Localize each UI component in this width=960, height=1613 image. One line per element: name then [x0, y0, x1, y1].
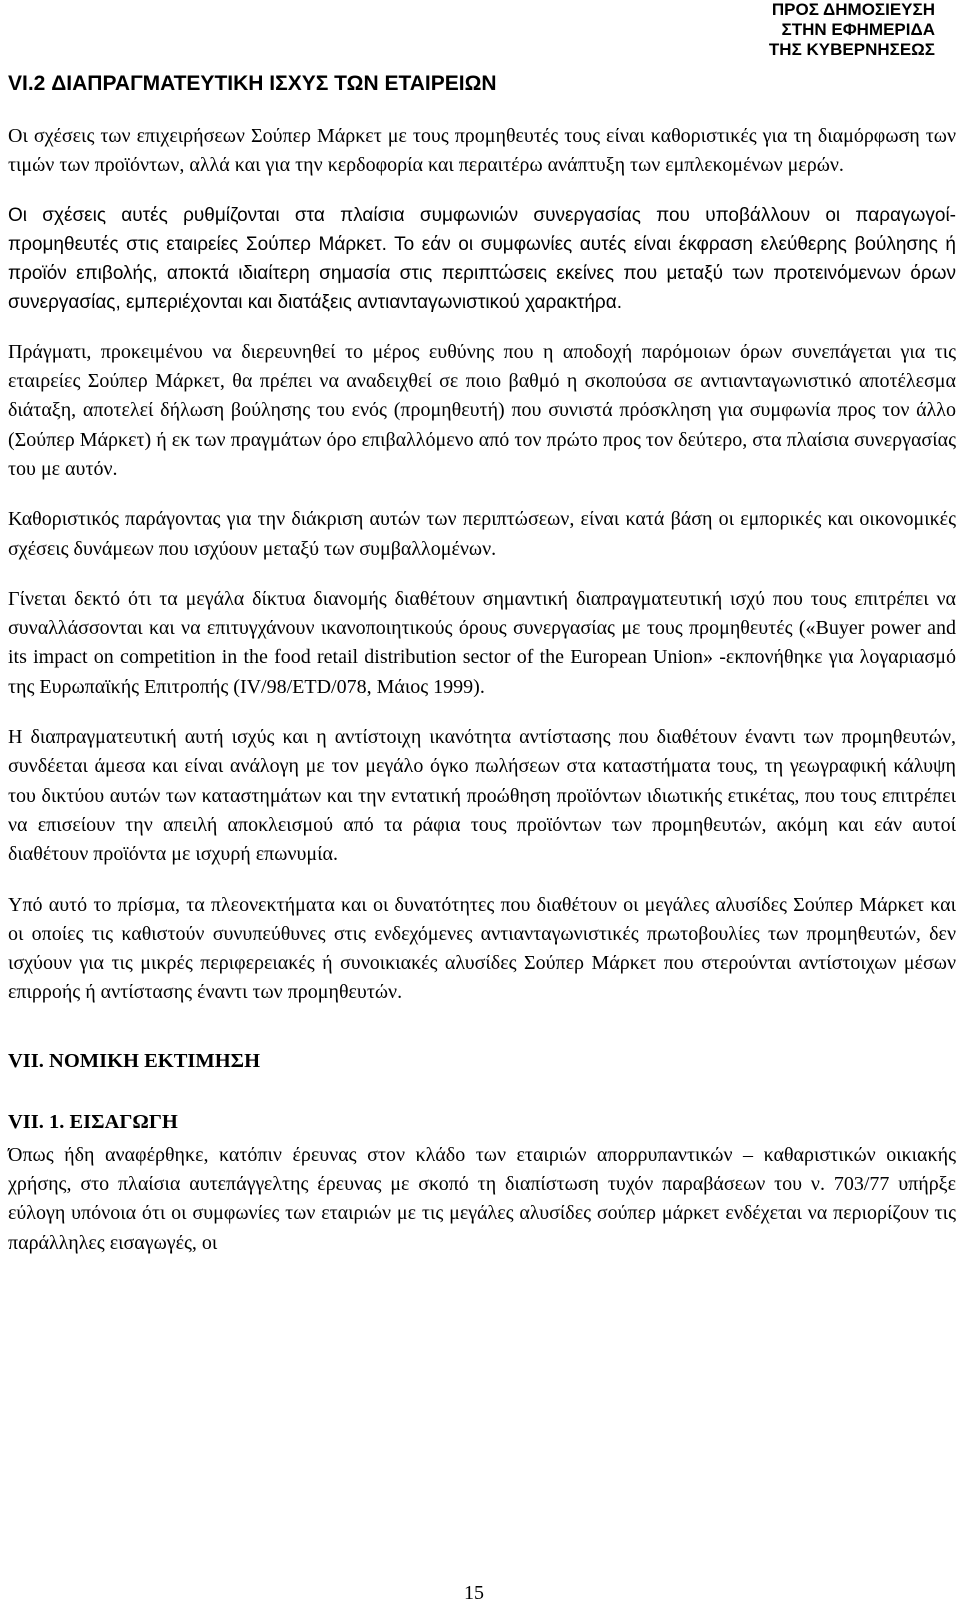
paragraph-3: Πράγματι, προκειμένου να διερευνηθεί το μέρος ευθύνης που η αποδοχή παρόμοιων όρων συνεπάγεται για τις εταιρείες Σούπερ Μάρκετ, θα πρέπει να αναδειχθεί σε ποιο βαθμό η σκοπούσα σε αντιανταγωνιστικό αποτέλεσμα διάταξη, αποτελεί δήλωση βούλησης του ενός (προμηθευτή) που συνιστά πρόσκληση για συμφωνία προς τον άλλο (Σούπερ Μάρκετ) ή εκ των πραγμάτων όρο επιβαλλόμενο από τον πρώτο προς τον δεύτερο, στα πλαίσια συνεργασίας του με αυτόν. [8, 340, 956, 480]
document-page [8, 66, 956, 1258]
stamp-line-2: ΣΤΗΝ ΕΦΗΜΕΡΙΔΑ [781, 20, 935, 39]
paragraph-4: Καθοριστικός παράγοντας για την διάκριση αυτών των περιπτώσεων, είναι κατά βάση οι εμπορικές και οικονομικές σχέσεις δυνάμεων που ισχύουν μεταξύ των συμβαλλομένων. [8, 508, 956, 560]
paragraph-6: Η διαπραγματευτική αυτή ισχύς και η αντίστοιχη ικανότητα αντίστασης που διαθέτουν έναντι των προμηθευτών, συνδέεται άμεσα και είναι ανάλογη με τον μεγάλο όγκο πωλήσεων στα καταστήματα τους, τη γεωγραφική κάλυψη του δικτύου αυτών των καταστημάτων και την εντατική προώθηση προϊόντων ιδιωτικής ετικέτας, που τους επιτρέπει να επισείουν την απειλή αποκλεισμού από τα ράφια τους προϊόντων των προμηθευτών, ακόμη και εάν αυτοί διαθέτουν προϊόντα με ισχυρή επωνυμία. [8, 726, 956, 866]
paragraph-7: Υπό αυτό το πρίσμα, τα πλεονεκτήματα και οι δυνατότητες που διαθέτουν οι μεγάλες αλυσίδες Σούπερ Μάρκετ και οι οποίες τις καθιστούν συνυπεύθυνες στις ενδεχόμενες αντιανταγωνιστικές πρωτοβουλίες των προμηθευτών, δεν ισχύουν για τις μικρές περιφερειακές ή συνοικιακές αλυσίδες Σούπερ Μάρκετ που στερούνται αντίστοιχων μέσων επιρροής ή αντίστασης έναντι των προμηθευτών. [8, 893, 956, 1004]
subsection-heading-vii1: VII. 1. ΕΙΣΑΓΩΓΗ [8, 1110, 178, 1133]
stamp-line-3: ΤΗΣ ΚΥΒΕΡΝΗΣΕΩΣ [768, 40, 935, 59]
paragraph-8: Όπως ήδη αναφέρθηκε, κατόπιν έρευνας στον κλάδο των εταιριών απορρυπαντικών – καθαριστικών οικιακής χρήσης, στο πλαίσια αυτεπάγγελτης έρευνας με σκοπό τη διαπίστωση τυχόν παραβάσεων του ν. 703/77 υπήρξε εύλογη υπόνοια ότι οι συμφωνίες των εταιριών με τις μεγάλες αλυσίδες σούπερ μάρκετ ενδέχεται να περιορίζουν τις παράλληλες εισαγωγές, οι [8, 1143, 956, 1254]
publication-stamp [675, 0, 935, 60]
paragraph-5: Γίνεται δεκτό ότι τα μεγάλα δίκτυα διανομής διαθέτουν σημαντική διαπραγματευτική ισχύ που τους επιτρέπει να συναλλάσσονται και να επιτυγχάνουν ικανοποιητικούς όρους συνεργασίας με τους προμηθευτές («Buyer power and its impact on competition in the food retail distribution sector of the European Union» -εκπονήθηκε για λογαριασμό της Ευρωπαϊκής Επιτροπής (IV/98/ETD/078, Μάιος 1999). [8, 587, 956, 698]
page-number: 15 [464, 1582, 484, 1604]
paragraph-1: Οι σχέσεις των επιχειρήσεων Σούπερ Μάρκετ με τους προμηθευτές τους είναι καθοριστικές για τη διαμόρφωση των τιμών των προϊόντων, αλλά και για την κερδοφορία και περαιτέρω ανάπτυξη των εμπλεκομένων μερών. [8, 125, 956, 177]
section-heading-vii: VII. ΝΟΜΙΚΗ ΕΚΤΙΜΗΣΗ [8, 1049, 261, 1072]
stamp-line-1: ΠΡΟΣ ΔΗΜΟΣΙΕΥΣΗ [771, 0, 935, 19]
section-heading-vi2: VI.2 ΔΙΑΠΡΑΓΜΑΤΕΥΤΙΚΗ ΙΣΧΥΣ ΤΩΝ ΕΤΑΙΡΕΙΩΝ [8, 72, 497, 95]
paragraph-2: Οι σχέσεις αυτές ρυθμίζονται στα πλαίσια συμφωνιών συνεργασίας που υποβάλλουν οι παραγωγοί-προμηθευτές στις εταιρείες Σούπερ Μάρκετ. Το εάν οι συμφωνίες αυτές είναι έκφραση ελεύθερης βούλησης ή προϊόν επιβολής, αποκτά ιδιαίτερη σημασία στις περιπτώσεις εκείνες που μεταξύ των προτεινόμενων όρων συνεργασίας, εμπεριέχονται και διατάξεις αντιανταγωνιστικού χαρακτήρα. [8, 204, 956, 314]
